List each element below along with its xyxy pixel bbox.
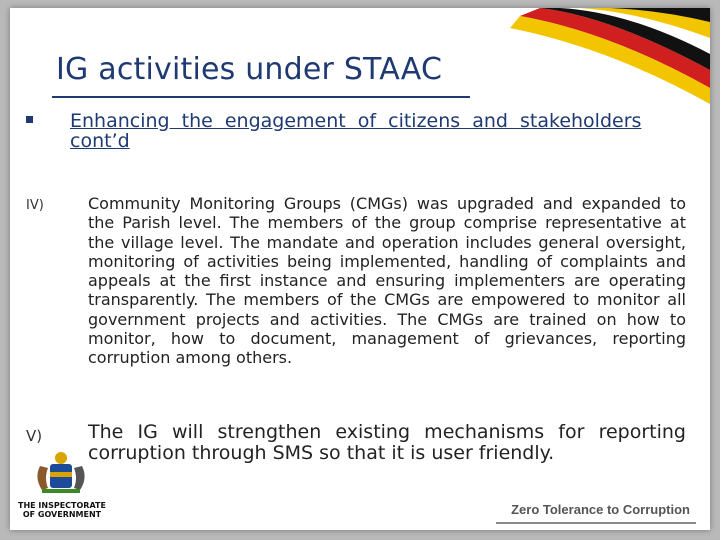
uganda-flag-stripes-icon <box>500 8 710 118</box>
item-number: IV) <box>26 198 44 213</box>
item-text: The IG will strengthen existing mechanisms for reporting corruption through SMS so that it is user friendly. <box>88 421 686 464</box>
title-underline <box>52 96 470 98</box>
inspectorate-logo-text: THE INSPECTORATE OF GOVERNMENT <box>18 501 106 519</box>
item-number: V) <box>26 427 43 445</box>
square-bullet-icon <box>26 116 33 123</box>
lead-bullet <box>26 111 674 151</box>
slogan: Zero Tolerance to Corruption <box>511 502 690 517</box>
slogan-underline <box>496 522 696 524</box>
item-text: Community Monitoring Groups (CMGs) was upgraded and expanded to the Parish level. The members of the group comprise representative at the village level. The mandate and operation includes general oversight, monitoring of activities being implemented, handling of complaints and appeals at the first instance and ensuring implementers are operating transparently. The members of the CMGs are empowered to monitor all government projects and activities. The CMGs are trained on how to monitor, how to document, management of grievances, reporting corruption among others. <box>88 194 686 368</box>
lead-text: Enhancing the engagement of citizens and stakeholders cont’d <box>70 110 642 152</box>
slide <box>10 8 710 530</box>
slide-title: IG activities under STAAC <box>56 52 443 87</box>
